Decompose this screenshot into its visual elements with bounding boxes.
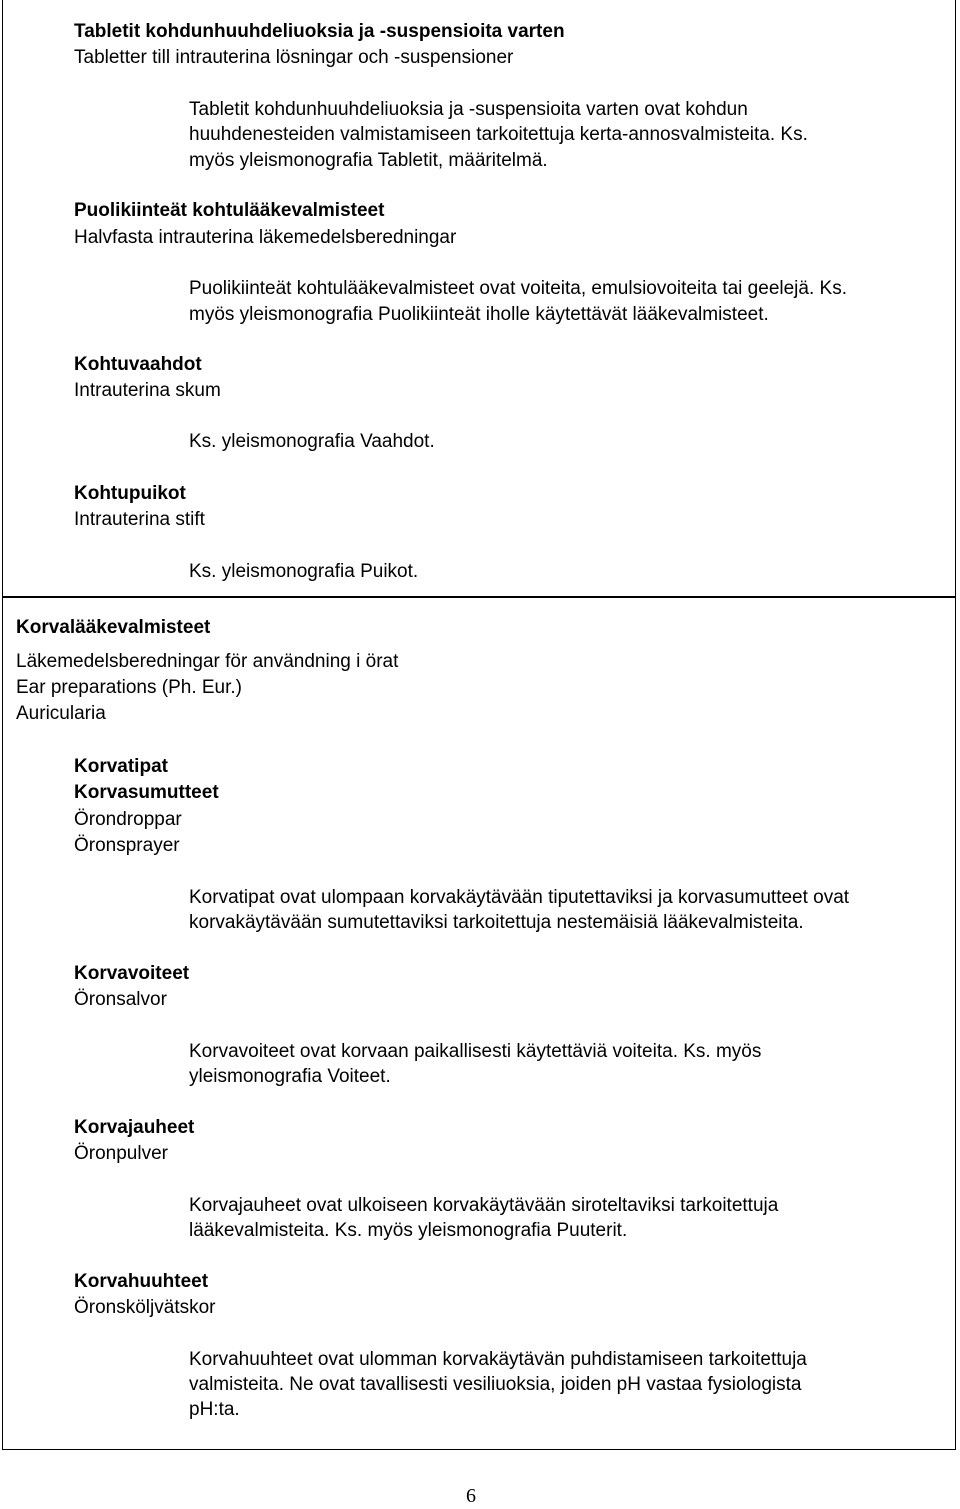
ear-section-frame [2,597,956,1450]
drops-heading-sv-2: Öronsprayer [74,835,180,856]
sticks-heading-sv: Intrauterina stift [74,509,205,530]
ointments-desc-line-2: yleismonografia Voiteet. [189,1066,391,1087]
powders-heading-fi: Korvajauheet [74,1117,195,1138]
semisolid-heading-sv: Halvfasta intrauterina läkemedelsberedningar [74,227,457,248]
washes-desc-line-1: Korvahuuhteet ovat ulomman korvakäytävän puhdistamiseen tarkoitettuja [189,1349,807,1370]
drops-desc-line-2: korvakäytävään sumutettaviksi tarkoitettuja nestemäisiä lääkevalmisteita. [189,912,804,933]
page-number: 6 [466,1485,476,1507]
ointments-desc-line-1: Korvavoiteet ovat korvaan paikallisesti käytettäviä voiteita. Ks. myös [189,1041,762,1062]
tablets-desc-line-1: Tabletit kohdunhuuhdeliuoksia ja -suspensioita varten ovat kohdun [189,99,748,120]
ear-heading-en: Ear preparations (Ph. Eur.) [16,677,242,698]
washes-heading-sv: Öronsköljvätskor [74,1297,216,1318]
powders-heading-sv: Öronpulver [74,1143,168,1164]
sticks-desc: Ks. yleismonografia Puikot. [189,561,419,582]
tablets-heading-sv: Tabletter till intrauterina lösningar och -suspensioner [74,47,514,68]
drops-heading-sv-1: Örondroppar [74,809,182,830]
tablets-heading-fi: Tabletit kohdunhuuhdeliuoksia ja -suspensioita varten [74,21,565,42]
drops-heading-fi-1: Korvatipat [74,756,168,777]
sticks-heading-fi: Kohtupuikot [74,483,186,504]
washes-desc-line-2: valmisteita. Ne ovat tavallisesti vesiliuoksia, joiden pH vastaa fysiologista [189,1374,802,1395]
washes-heading-fi: Korvahuuhteet [74,1271,209,1292]
ointments-heading-fi: Korvavoiteet [74,963,190,984]
powders-desc-line-2: lääkevalmisteita. Ks. myös yleismonografia Puuterit. [189,1220,628,1241]
semisolid-desc-line-1: Puolikiinteät kohtulääkevalmisteet ovat voiteita, emulsiovoiteita tai geelejä. Ks. [189,278,847,299]
drops-desc-line-1: Korvatipat ovat ulompaan korvakäytävään tiputettaviksi ja korvasumutteet ovat [189,887,850,908]
powders-desc-line-1: Korvajauheet ovat ulkoiseen korvakäytävään siroteltaviksi tarkoitettuja [189,1195,779,1216]
washes-desc-line-3: pH:ta. [189,1399,240,1420]
foams-heading-fi: Kohtuvaahdot [74,354,202,375]
tablets-desc-line-3: myös yleismonografia Tabletit, määritelmä. [189,150,548,171]
drops-heading-fi-2: Korvasumutteet [74,782,219,803]
tablets-desc-line-2: huuhdenesteiden valmistamiseen tarkoitettuja kerta-annosvalmisteita. Ks. [189,124,808,145]
semisolid-desc-line-2: myös yleismonografia Puolikiinteät iholle käytettävät lääkevalmisteet. [189,304,769,325]
ear-heading-la: Auricularia [16,703,106,724]
foams-desc: Ks. yleismonografia Vaahdot. [189,431,435,452]
ointments-heading-sv: Öronsalvor [74,989,167,1010]
foams-heading-sv: Intrauterina skum [74,380,221,401]
ear-heading-fi: Korvalääkevalmisteet [16,617,211,638]
semisolid-heading-fi: Puolikiinteät kohtulääkevalmisteet [74,200,385,221]
ear-heading-sv: Läkemedelsberedningar för användning i örat [16,651,399,672]
